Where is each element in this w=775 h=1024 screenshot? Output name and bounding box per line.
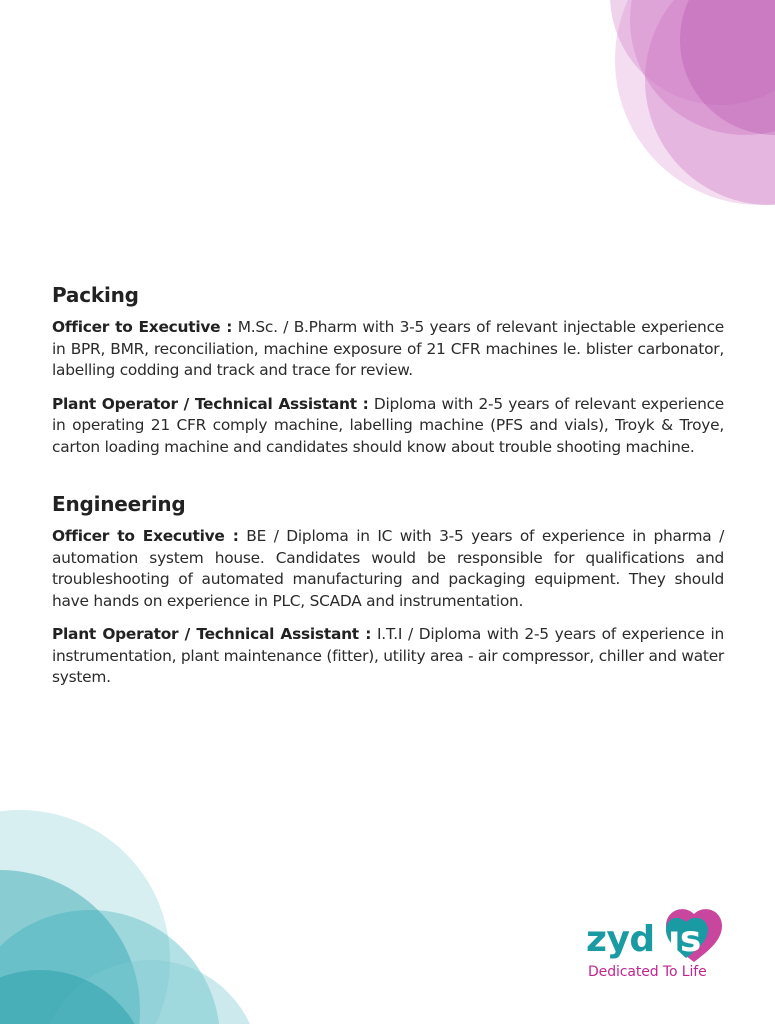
- section-title: Engineering: [52, 492, 186, 516]
- section-engineering: [52, 492, 724, 689]
- job-requirements: Diploma with 2-5 years of relevant experience in operating 21 CFR comply machine, labelling machine (PFS and vials), Troyk & Troye, carton loading machine and candidates should know about trouble shooting machine.: [52, 394, 724, 456]
- brand-tagline: Dedicated To Life: [588, 964, 707, 980]
- brand-name-part1: zyd: [586, 919, 655, 960]
- job-role: Officer to Executive :: [52, 318, 233, 336]
- top-right-circles: [610, 0, 775, 205]
- main-content: [52, 283, 724, 701]
- job-requirements: I.T.I / Diploma with 2-5 years of experience in instrumentation, plant maintenance (fitter), utility area - air compressor, chiller and water system.: [52, 625, 724, 686]
- section-title: Packing: [52, 283, 139, 307]
- job-requirements: M.Sc. / B.Pharm with 3-5 years of relevant injectable experience in BPR, BMR, reconciliation, machine exposure of 21 CFR machines le. blister carbonator, labelling codding and track and trace for review.: [52, 318, 724, 379]
- job-description: [52, 526, 724, 612]
- job-description: [52, 317, 724, 382]
- job-role: Plant Operator / Technical Assistant :: [52, 625, 372, 643]
- brand-logo: [586, 906, 726, 986]
- bottom-left-circles: [0, 810, 260, 1024]
- section-packing: [52, 283, 724, 458]
- job-description: [52, 624, 724, 689]
- job-role: Plant Operator / Technical Assistant :: [52, 394, 369, 413]
- job-description: [52, 394, 724, 459]
- job-role: Officer to Executive :: [52, 527, 239, 545]
- brand-name-part2: us: [654, 919, 701, 960]
- job-requirements: BE / Diploma in IC with 3-5 years of experience in pharma / automation system house. Candidates would be responsible for qualifications and troubleshooting of automated manufacturing and packaging equipment. They should have hands on experience in PLC, SCADA and instrumentation.: [52, 527, 725, 610]
- brand-wordmark: [586, 920, 701, 960]
